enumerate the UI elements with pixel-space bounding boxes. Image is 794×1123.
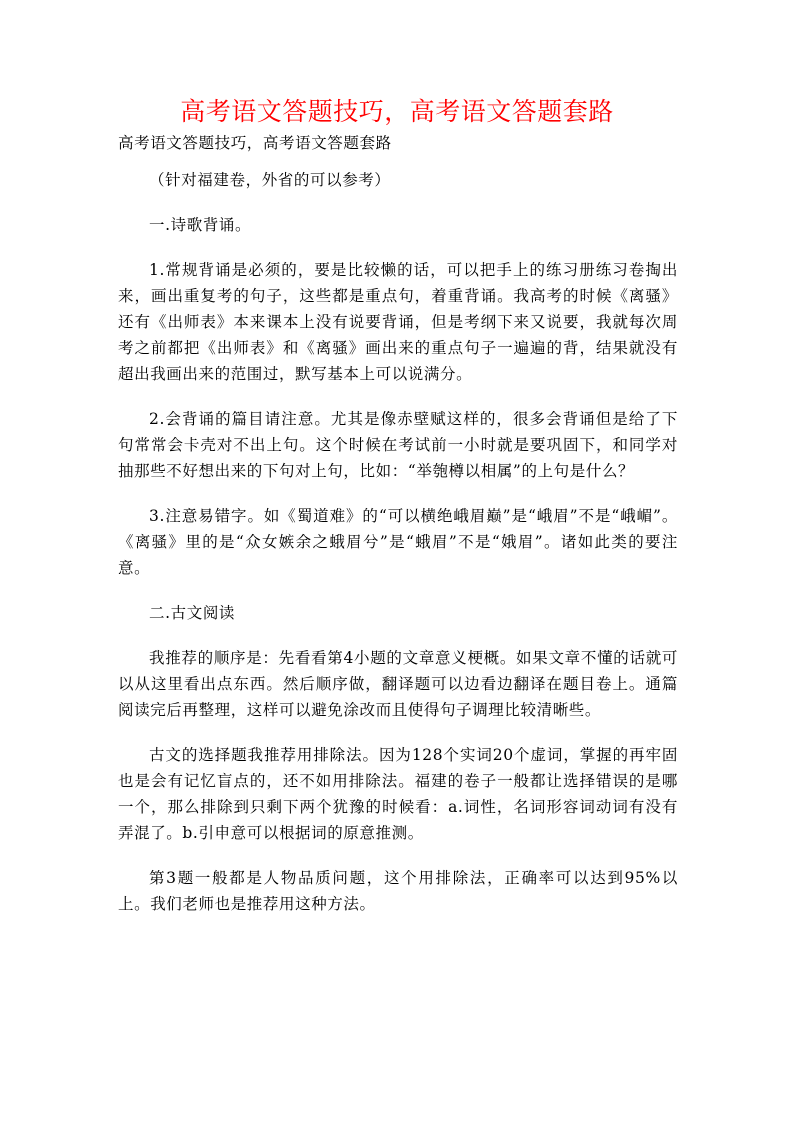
document-title: 高考语文答题技巧，高考语文答题套路: [180, 97, 614, 126]
paragraph-poetry-tip-3: 3.注意易错字。如《蜀道难》的“可以横绝峨眉巅”是“峨眉”不是“峨嵋”。《离骚》里的是“众女嫉余之蛾眉兮”是“蛾眉”不是“娥眉”。诸如此类的要注意。: [118, 507, 678, 577]
section-heading-poetry: 一.诗歌背诵。: [149, 216, 252, 234]
section-heading-classical: 二.古文阅读: [149, 604, 236, 622]
paragraph-classical-q3: 第3题一般都是人物品质问题，这个用排除法，正确率可以达到95%以上。我们老师也是推荐用这种方法。: [118, 869, 678, 913]
region-note: （针对福建卷，外省的可以参考）: [149, 171, 391, 189]
paragraph-classical-choice: 古文的选择题我推荐用排除法。因为128个实词20个虚词，掌握的再牢固也是会有记忆盲点的，还不如用排除法。福建的卷子一般都让选择错误的是哪一个，那么排除到只剩下两个犹豫的时候看：a.词性，名词形容词动词有没有弄混了。b.引申意可以根据词的原意推测。: [118, 746, 678, 842]
paragraph-poetry-tip-2: 2.会背诵的篇目请注意。尤其是像赤壁赋这样的，很多会背诵但是给了下句常常会卡壳对不出上句。这个时候在考试前一小时就是要巩固下，和同学对抽那些不好想出来的下句对上句，比如：“举匏樽以相属”的上句是什么？: [118, 410, 678, 480]
paragraph-classical-order: 我推荐的顺序是：先看看第4小题的文章意义梗概。如果文章不懂的话就可以从这里看出点东西。然后顺序做，翻译题可以边看边翻译在题目卷上。通篇阅读完后再整理，这样可以避免涂改而且使得句子调理比较清晰些。: [118, 649, 678, 719]
document-body: [118, 130, 678, 917]
paragraph-poetry-tip-1: 1.常规背诵是必须的，要是比较懒的话，可以把手上的练习册练习卷掏出来，画出重复考的句子，这些都是重点句，着重背诵。我高考的时候《离骚》还有《出师表》本来课本上没有说要背诵，但是考纲下来又说要，我就每次周考之前都把《出师表》和《离骚》画出来的重点句子一遍遍的背，结果就没有超出我画出来的范围过，默写基本上可以说满分。: [118, 261, 678, 383]
document-subtitle: 高考语文答题技巧，高考语文答题套路: [118, 134, 392, 152]
